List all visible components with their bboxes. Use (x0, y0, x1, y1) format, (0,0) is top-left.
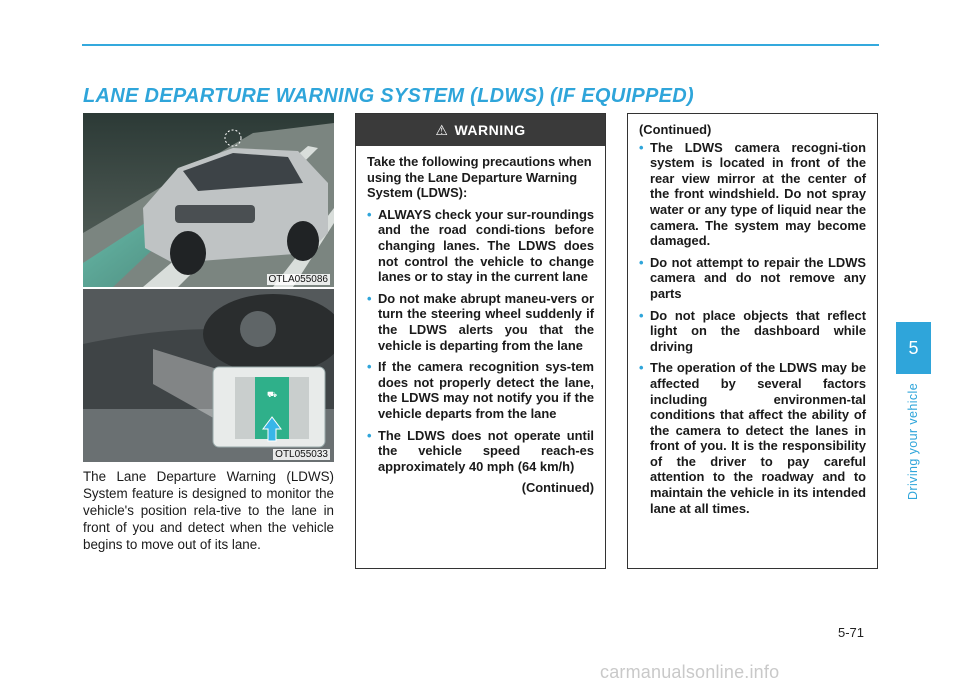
svg-text:⛟: ⛟ (266, 390, 278, 399)
warning-lead: Take the following precautions when using the Lane Departure Warning System (LDWS): (367, 154, 592, 201)
list-item: • ALWAYS check your sur-roundings and the road condi-tions before changing lanes. The LDWS does not control the vehicle to change lanes or to stay in the current lane (367, 206, 594, 285)
warning-heading: WARNING (454, 122, 526, 138)
warning-box (355, 113, 606, 569)
warning-header (356, 114, 605, 146)
bullet-icon: • (367, 290, 372, 306)
figure-code-2: OTL055033 (275, 449, 328, 460)
continued-label: (Continued) (521, 480, 594, 496)
list-item: • The LDWS does not operate until the vehicle speed reach-es approximately 40 mph (64 km/h) (367, 427, 594, 474)
bullet-icon: • (367, 359, 372, 375)
continued-heading: (Continued) (639, 122, 712, 137)
warning-list (367, 207, 594, 475)
bullet-icon: • (367, 206, 372, 222)
continued-list (639, 140, 866, 517)
figure-code-1: OTLA055086 (268, 274, 328, 285)
bullet-icon: • (639, 254, 644, 270)
page-number: 5-71 (838, 625, 865, 640)
list-item: • If the camera recognition sys-tem does not properly detect the lane, the LDWS may not notify you if the vehicle departs from the lane (367, 359, 594, 421)
chapter-label: Driving your vehicle (906, 382, 920, 500)
bullet-icon: • (639, 360, 644, 376)
continued-box (627, 113, 878, 569)
ldws-switch-photo (83, 289, 334, 462)
list-item: • Do not make abrupt maneu-vers or turn the steering wheel suddenly if the LDWS alerts you that the vehicle is departing from the lane (367, 290, 594, 353)
section-title: LANE DEPARTURE WARNING SYSTEM (LDWS) (IF EQUIPPED) (83, 85, 694, 107)
list-item: • The operation of the LDWS may be affected by several factors including environmen-tal conditions that affect the ability of the camera to detect the lanes in front of you. It is the responsibility of the driver to pay careful attention to the roadway and to maintain the vehicle in its intended lane at all times. (639, 360, 866, 516)
list-item: • Do not place objects that reflect light on the dashboard while driving (639, 307, 866, 354)
intro-paragraph: The Lane Departure Warning (LDWS) System feature is designed to monitor the vehicle's position rela-tive to the lane in front of you and detect when the vehicle begins to move out of its lane. (83, 469, 334, 553)
bullet-icon: • (639, 307, 644, 323)
top-rule (82, 44, 879, 46)
list-item: • Do not attempt to repair the LDWS camera and do not remove any parts (639, 254, 866, 301)
list-item: • The LDWS camera recogni-tion system is located in front of the rear view mirror at the center of the front windshield. Do not spray water or any type of liquid near the camera. The system may become damaged. (639, 139, 866, 249)
chapter-tab: 5 (896, 322, 931, 374)
car-lane-photo (83, 113, 334, 287)
bullet-icon: • (639, 139, 644, 155)
bullet-icon: • (367, 427, 372, 443)
footer-watermark: carmanualsonline.info (600, 662, 780, 682)
warning-triangle-icon: ⚠ (435, 121, 449, 138)
